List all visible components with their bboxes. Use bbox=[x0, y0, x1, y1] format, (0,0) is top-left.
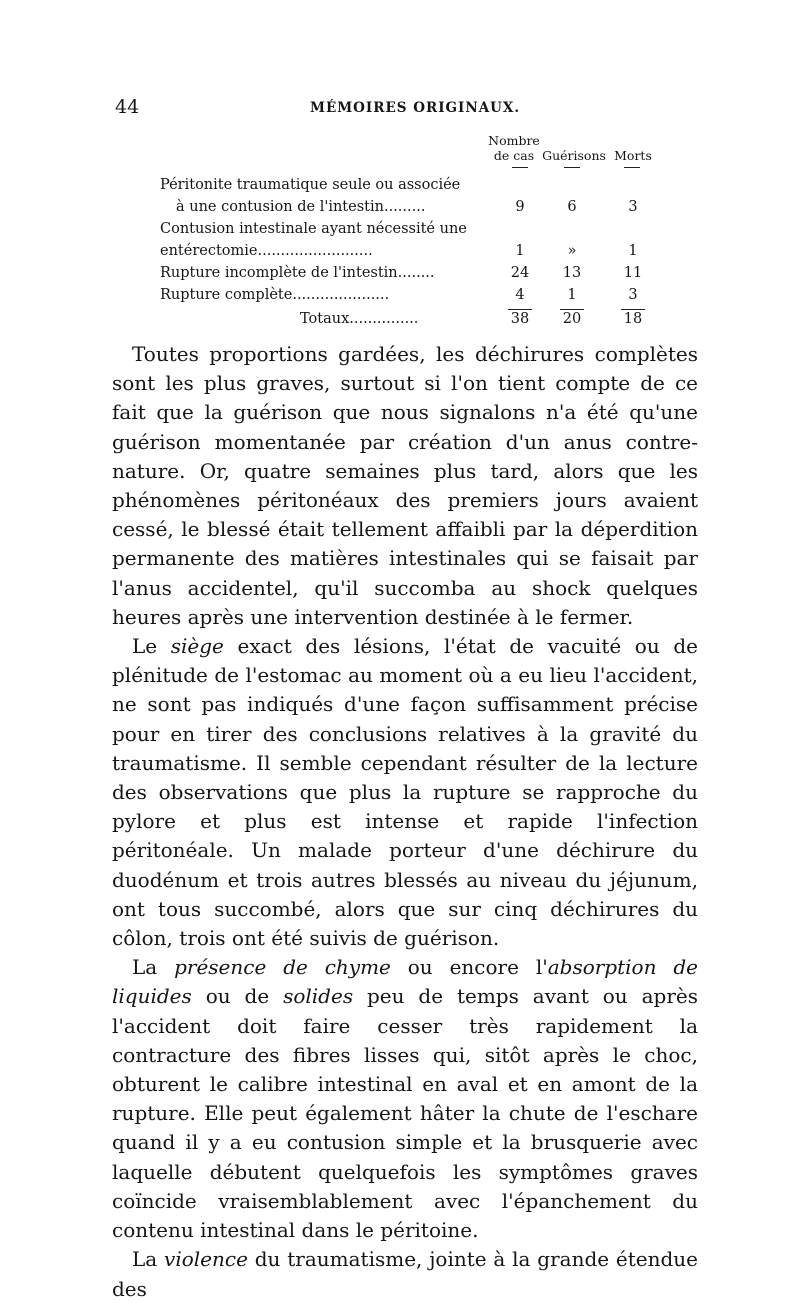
cell-total-morts bbox=[613, 311, 653, 327]
text-run: l' bbox=[535, 955, 548, 980]
sum-rule bbox=[621, 309, 645, 310]
table-row bbox=[0, 177, 800, 199]
row-label: Contusion intestinale ayant nécessité une bbox=[160, 221, 467, 237]
cell-morts: 11 bbox=[623, 265, 643, 281]
table-total-row bbox=[0, 311, 800, 333]
total-guerisons-value: 20 bbox=[562, 311, 582, 327]
total-label: Totaux............... bbox=[300, 311, 419, 327]
cell-guerisons: 13 bbox=[562, 265, 582, 281]
table-row bbox=[0, 265, 800, 287]
total-cases-value: 38 bbox=[510, 311, 530, 327]
column-dash bbox=[512, 167, 528, 168]
column-header-cases bbox=[484, 133, 544, 163]
column-header-guerisons: Guérisons bbox=[542, 148, 606, 163]
page-number: 44 bbox=[115, 96, 140, 118]
text-run: Le bbox=[132, 634, 171, 659]
table-row bbox=[0, 287, 800, 309]
cell-morts: 3 bbox=[628, 287, 638, 303]
cell-guerisons: 6 bbox=[567, 199, 577, 215]
table-row bbox=[0, 221, 800, 243]
running-title: MÉMOIRES ORIGINAUX. bbox=[310, 100, 521, 116]
cell-morts: 3 bbox=[628, 199, 638, 215]
column-dash bbox=[624, 167, 640, 168]
italic-term: violence bbox=[164, 1247, 248, 1272]
paragraph bbox=[112, 953, 698, 1245]
column-header-morts: Morts bbox=[614, 148, 652, 163]
row-label: Rupture incomplète de l'intestin........ bbox=[160, 265, 435, 281]
body-text bbox=[112, 340, 698, 1304]
column-dash bbox=[564, 167, 580, 168]
running-header bbox=[0, 96, 800, 126]
paragraph bbox=[112, 1245, 698, 1303]
row-label: Péritonite traumatique seule ou associée bbox=[160, 177, 461, 193]
cell-guerisons: 1 bbox=[567, 287, 577, 303]
italic-term: présence de chyme bbox=[174, 955, 391, 980]
cell-cases: 9 bbox=[515, 199, 525, 215]
italic-term: solides bbox=[283, 984, 354, 1009]
paragraph: Toutes proportions gardées, les déchirures complètes sont les plus graves, surtout si l'on tient compte de ce fait que la guérison que nous signalons n'a été qu'une guérison momentanée par création d'un anus contre-nature. Or, quatre semaines plus tard, alors que les phénomènes péritonéaux des premiers jours avaient cessé, le blessé était tellement affaibli par la déperdition permanente des matières intestinales qui se faisait par l'anus accidentel, qu'il succomba au shock quelques heures après une intervention destinée à le fermer. bbox=[112, 342, 698, 629]
text-run: La bbox=[132, 955, 175, 980]
text-run: ou encore bbox=[390, 955, 536, 980]
italic-term: siège bbox=[170, 634, 224, 659]
table-row bbox=[0, 199, 800, 221]
row-label-continued: à une contusion de l'intestin......... bbox=[176, 199, 426, 215]
text-run: du traumatisme, jointe à la grande étendue des bbox=[112, 1247, 699, 1301]
row-label-continued: entérectomie......................... bbox=[160, 243, 373, 259]
cell-total-cases bbox=[500, 311, 540, 327]
cell-cases: 1 bbox=[515, 243, 525, 259]
cell-cases: 4 bbox=[515, 287, 525, 303]
text-run: exact des lésions, l'état de vacuité ou de plénitude de l'estomac au moment où a eu lieu l'accident, ne sont pas indiqués d'une façon suffisamment précise pour en tirer des conclusions relatives à la gravité du traumatisme. Il semble cependant résulter de la lecture des observations que plus la rupture se rapproche du pylore et plus est intense et rapide l'infection péritonéale. Un malade porteur d'une déchirure du duodénum et trois autres blessés au niveau du jéjunum, ont tous succombé, alors que sur cinq déchirures du côlon, trois ont été suivis de guérison. bbox=[112, 634, 698, 951]
column-header-de-cas: de cas bbox=[493, 148, 535, 163]
cell-cases: 24 bbox=[510, 265, 530, 281]
total-morts-value: 18 bbox=[623, 311, 643, 327]
sum-rule bbox=[508, 309, 532, 310]
text-run: peu de temps avant ou après l'accident doit faire cesser très rapidement la contracture des fibres lisses qui, sitôt après le choc, obturent le calibre intestinal en aval et en amont de la rupture. Elle peut également hâter la chute de l'eschare quand il y a eu contusion simple et la brusquerie avec laquelle débutent quelquefois les symptômes graves coïncide vraisemblablement avec l'épanchement du contenu intestinal dans le péritoine. bbox=[112, 984, 698, 1243]
cell-guerisons: » bbox=[567, 243, 577, 259]
cell-total-guerisons bbox=[552, 311, 592, 327]
sum-rule bbox=[560, 309, 584, 310]
row-label: Rupture complète..................... bbox=[160, 287, 390, 303]
paragraph bbox=[112, 632, 698, 953]
table-row bbox=[0, 243, 800, 265]
text-run: ou de bbox=[191, 984, 284, 1009]
cell-morts: 1 bbox=[628, 243, 638, 259]
text-run: La bbox=[132, 1247, 165, 1272]
column-header-nombre: Nombre bbox=[488, 133, 540, 148]
italic-term: absorption de liquides bbox=[112, 955, 698, 1009]
